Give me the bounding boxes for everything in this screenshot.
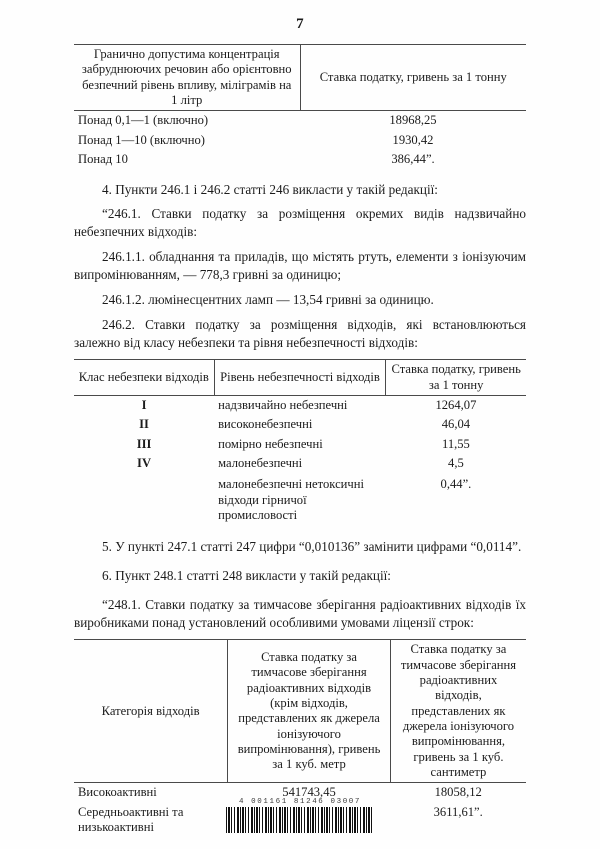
paragraph-246-2: 246.2. Ставки податку за розміщення відходів, які встановлюються залежно від класу небезпеки та рівня небезпечності відходів: — [74, 317, 526, 351]
table-row — [74, 473, 526, 525]
column-header-rate-cubic-meter: Ставка податку за тимчасове зберігання радіоактивних відходів (крім відходів, представлених як джерела іонізуючого випромінювання), гривень за 1 куб. метр — [228, 640, 391, 783]
paragraph-246-1: “246.1. Ставки податку за розміщення окремих видів надзвичайно небезпечних відходів: — [74, 206, 526, 240]
paragraph-item-6: 6. Пункт 248.1 статті 248 викласти у такій редакції: — [102, 568, 391, 584]
barcode-bars-image — [226, 807, 374, 833]
barcode-digits: 4 001161 81246 03007 — [238, 798, 361, 806]
table-row — [74, 395, 526, 415]
cell-level: малонебезпечні нетоксичні відходи гірничої промисловості — [218, 477, 364, 523]
paragraph-item-5: 5. У пункті 247.1 статті 247 цифри “0,010136” замінити цифрами “0,0114”. — [102, 539, 522, 555]
cell-rate-cubic-meter: 541743,45 — [282, 785, 336, 800]
column-header-rate-cubic-centimeter: Ставка податку за тимчасове зберігання радіоактивних відходів, представлених як джерела іонізуючого випромінювання, гривень за 1 куб. сантиметр — [390, 640, 526, 783]
cell-rate-cubic-centimeter: 3611,61”. — [433, 804, 483, 819]
table-row — [74, 415, 526, 434]
cell-range: Понад 1—10 (включно) — [78, 132, 205, 147]
table-header-row — [74, 360, 526, 396]
table-row — [74, 435, 526, 454]
table-header-row — [74, 45, 526, 111]
paragraph-246-1-1: 246.1.1. обладнання та приладів, що містять ртуть, елементи з іонізуючим випромінюванням, — 778,3 гривні за одиницю; — [74, 249, 526, 283]
column-header-waste-category: Категорія відходів — [74, 640, 228, 783]
cell-level: малонебезпечні — [218, 455, 303, 470]
hazard-class-table — [74, 359, 526, 525]
column-header-rate: Ставка податку, гривень за 1 тонну — [386, 360, 526, 396]
cell-level: високонебезпечні — [218, 417, 313, 432]
page-content — [74, 44, 526, 838]
cell-rate: 0,44”. — [440, 477, 472, 492]
cell-range: Понад 0,1—1 (включно) — [78, 113, 209, 128]
column-header-concentration: Гранично допустима концентрація забруднюючих речовин або орієнтовно безпечний рівень впливу, міліграмів на 1 літр — [74, 45, 300, 111]
page-number: 7 — [296, 16, 304, 32]
paragraph-248-1: “248.1. Ставки податку за тимчасове зберігання радіоактивних відходів їх виробниками понад установлений особливими умовами ліцензії строк: — [74, 597, 526, 631]
table-row — [74, 150, 526, 169]
cell-class: І — [141, 397, 147, 412]
pollutant-rate-table — [74, 44, 526, 170]
paragraph-item-4: 4. Пункти 246.1 і 246.2 статті 246 викласти у такій редакції: — [102, 181, 438, 197]
cell-rate: 4,5 — [448, 455, 464, 470]
cell-level: надзвичайно небезпечні — [218, 397, 348, 412]
cell-rate: 1264,07 — [435, 397, 477, 412]
cell-class: ІІ — [139, 417, 149, 432]
barcode — [0, 798, 600, 838]
cell-rate: 1930,42 — [392, 132, 434, 147]
cell-rate: 386,44”. — [391, 152, 435, 167]
cell-class: ІІІ — [136, 436, 152, 451]
cell-rate: 46,04 — [441, 417, 471, 432]
cell-class — [74, 473, 214, 525]
paragraph-246-1-2: 246.1.2. люмінесцентних ламп — 13,54 гривні за одиницю. — [102, 292, 434, 308]
cell-category: Середньоактивні та низькоактивні — [78, 804, 184, 835]
cell-rate: 18968,25 — [389, 113, 437, 128]
cell-level: помірно небезпечні — [218, 436, 323, 451]
table-row — [74, 111, 526, 131]
table-row — [74, 131, 526, 150]
cell-category: Високоактивні — [78, 785, 157, 800]
cell-rate-cubic-centimeter: 18058,12 — [434, 785, 482, 800]
column-header-hazard-level: Рівень небезпечності відходів — [214, 360, 386, 396]
table-header-row — [74, 640, 526, 783]
table-row — [74, 454, 526, 473]
cell-range: Понад 10 — [78, 152, 128, 167]
cell-rate: 11,55 — [441, 436, 470, 451]
column-header-rate: Ставка податку, гривень за 1 тонну — [300, 45, 526, 111]
column-header-hazard-class: Клас небезпеки відходів — [74, 360, 214, 396]
cell-class: ІV — [137, 455, 152, 470]
